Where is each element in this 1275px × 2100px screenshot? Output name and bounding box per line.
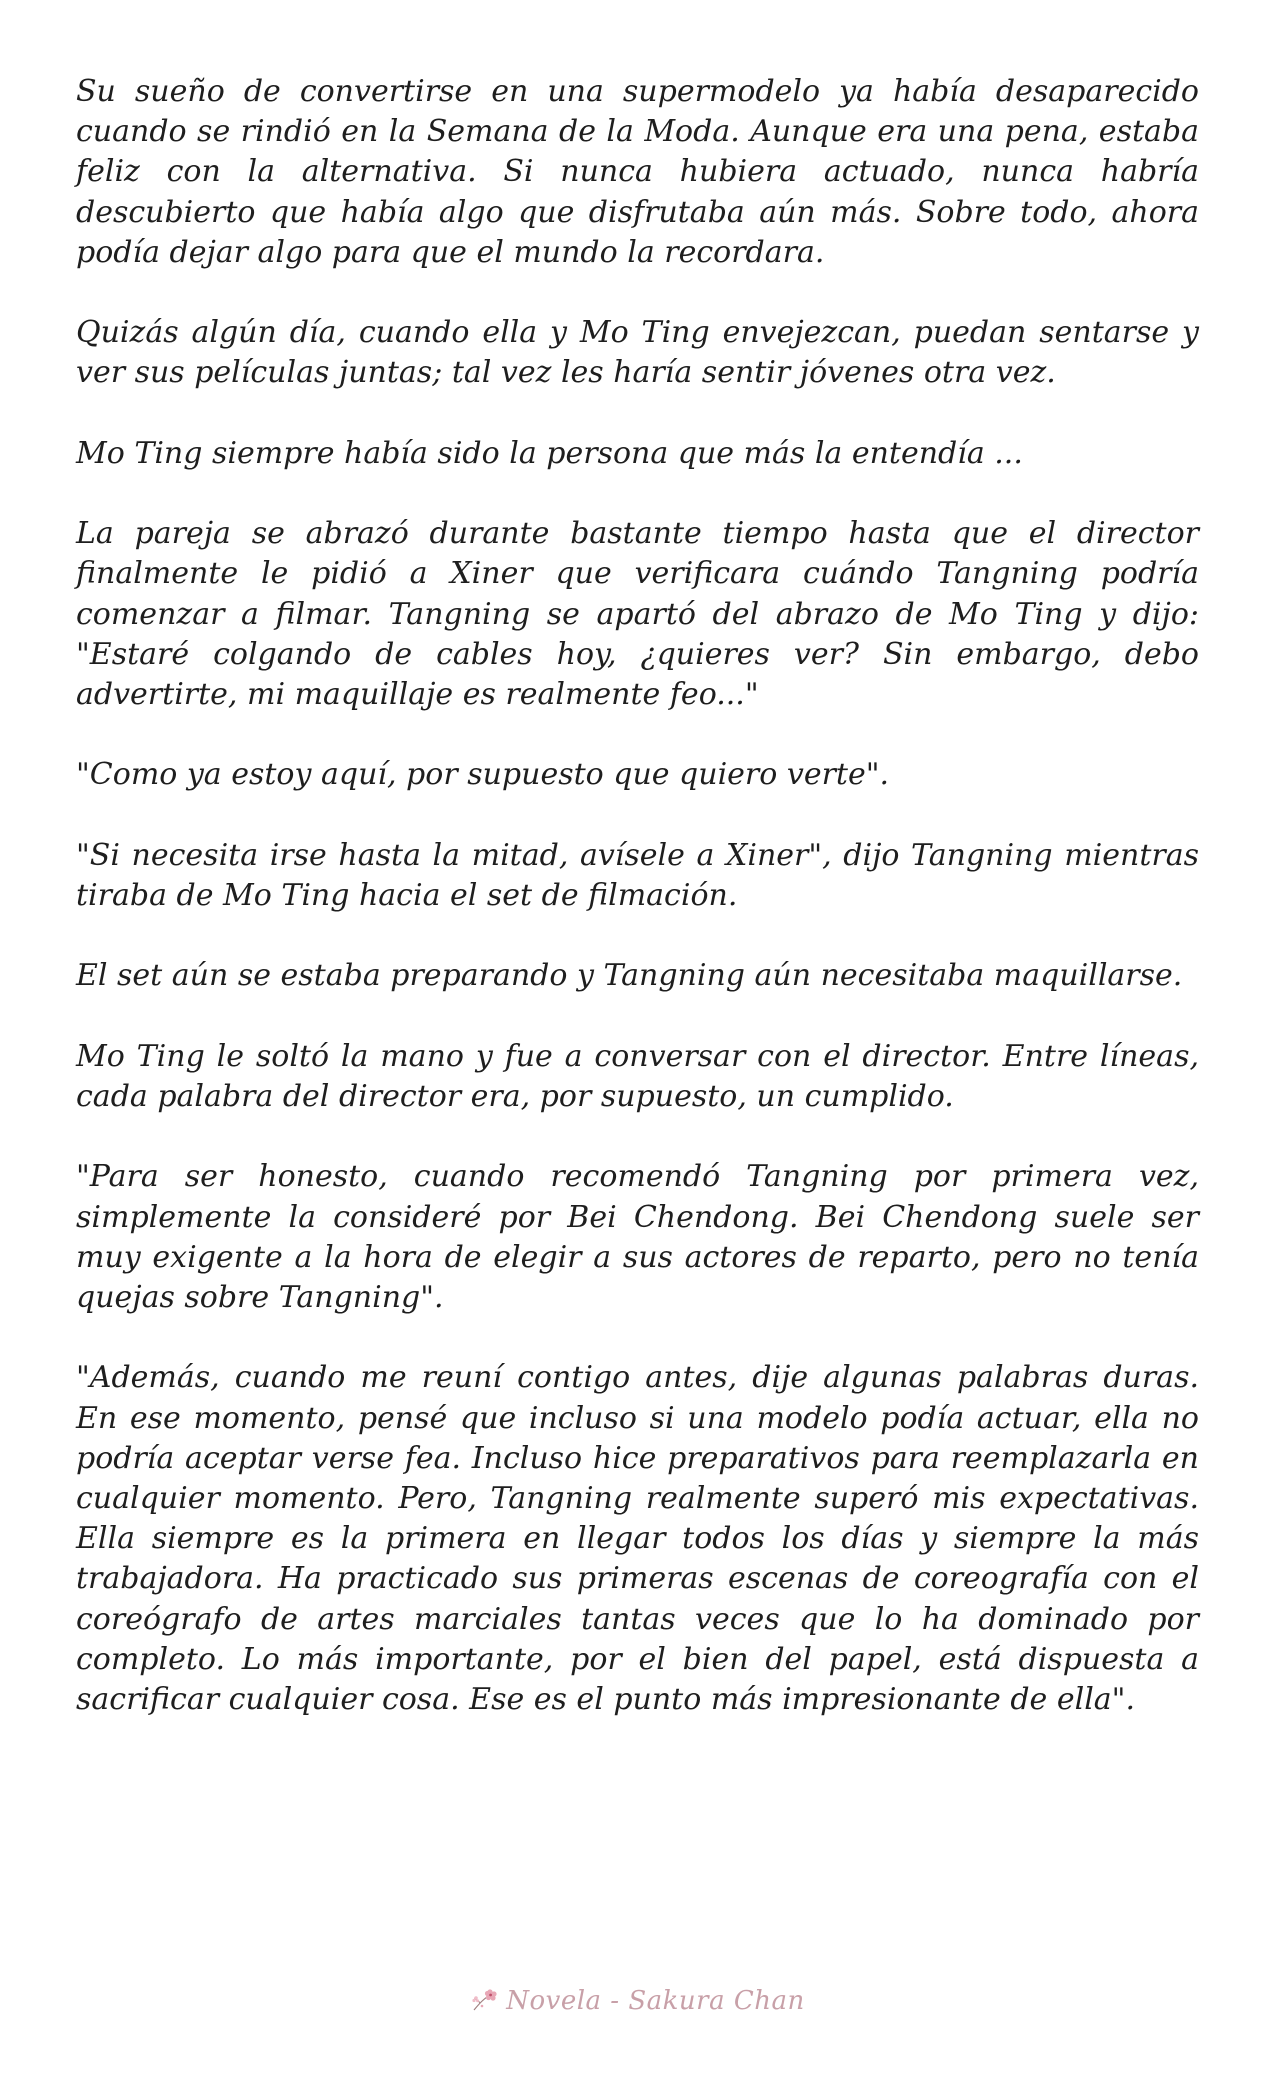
paragraph-10: "Además, cuando me reuní contigo antes, dije algunas palabras duras. En ese momento, pensé que incluso si una modelo podía actuar, ella no podría aceptar verse fea. Incluso hice preparativos para reemplazarla en cualquier momento. Pero, Tangning realmente superó mis expectativas. Ella siempre es la primera en llegar todos los días y siempre la más trabajadora. Ha practicado sus primeras escenas de coreografía con el coreógrafo de artes marciales tantas veces que lo ha dominado por completo. Lo más importante, por el bien del papel, está dispuesta a sacrificar cualquier cosa. Ese es el punto más impresionante de ella".: [76, 1360, 1199, 1717]
paragraph-3: Mo Ting siempre había sido la persona que más la entendía ...: [76, 435, 1023, 471]
paragraph-7: El set aún se estaba preparando y Tangning aún necesitaba maquillarse.: [76, 958, 1183, 994]
footer-watermark: [0, 1986, 1275, 2030]
footer-credit: [470, 1986, 805, 2016]
paragraph-4: La pareja se abrazó durante bastante tiempo hasta que el director finalmente le pidió a Xiner que verificara cuándo Tangning podría comenzar a filmar. Tangning se apartó del abrazo de Mo Ting y dijo: "Estaré colgando de cables hoy, ¿quieres ver? Sin embargo, debo advertirte, mi maquillaje es realmente feo...": [76, 516, 1199, 712]
paragraph-6: "Si necesita irse hasta la mitad, avísele a Xiner", dijo Tangning mientras tiraba de Mo Ting hacia el set de filmación.: [76, 837, 1199, 913]
footer-text: Novela - Sakura Chan: [506, 1986, 805, 2016]
paragraph-5: "Como ya estoy aquí, por supuesto que quiero verte".: [76, 757, 890, 793]
sakura-flower-icon: [470, 1986, 500, 2016]
paragraph-8: Mo Ting le soltó la mano y fue a conversar con el director. Entre líneas, cada palabra del director era, por supuesto, un cumplido.: [76, 1038, 1199, 1114]
paragraph-9: "Para ser honesto, cuando recomendó Tangning por primera vez, simplemente la consideré por Bei Chendong. Bei Chendong suele ser muy exigente a la hora de elegir a sus actores de reparto, pero no tenía quejas sobre Tangning".: [76, 1159, 1199, 1315]
paragraph-1: Su sueño de convertirse en una supermodelo ya había desaparecido cuando se rindió en la Semana de la Moda. Aunque era una pena, estaba feliz con la alternativa. Si nunca hubiera actuado, nunca habría descubierto que había algo que disfrutaba aún más. Sobre todo, ahora podía dejar algo para que el mundo la recordara.: [76, 74, 1199, 270]
document-body: [76, 72, 1199, 1760]
paragraph-2: Quizás algún día, cuando ella y Mo Ting envejezcan, puedan sentarse y ver sus películas juntas; tal vez les haría sentir jóvenes otra vez.: [76, 315, 1199, 391]
